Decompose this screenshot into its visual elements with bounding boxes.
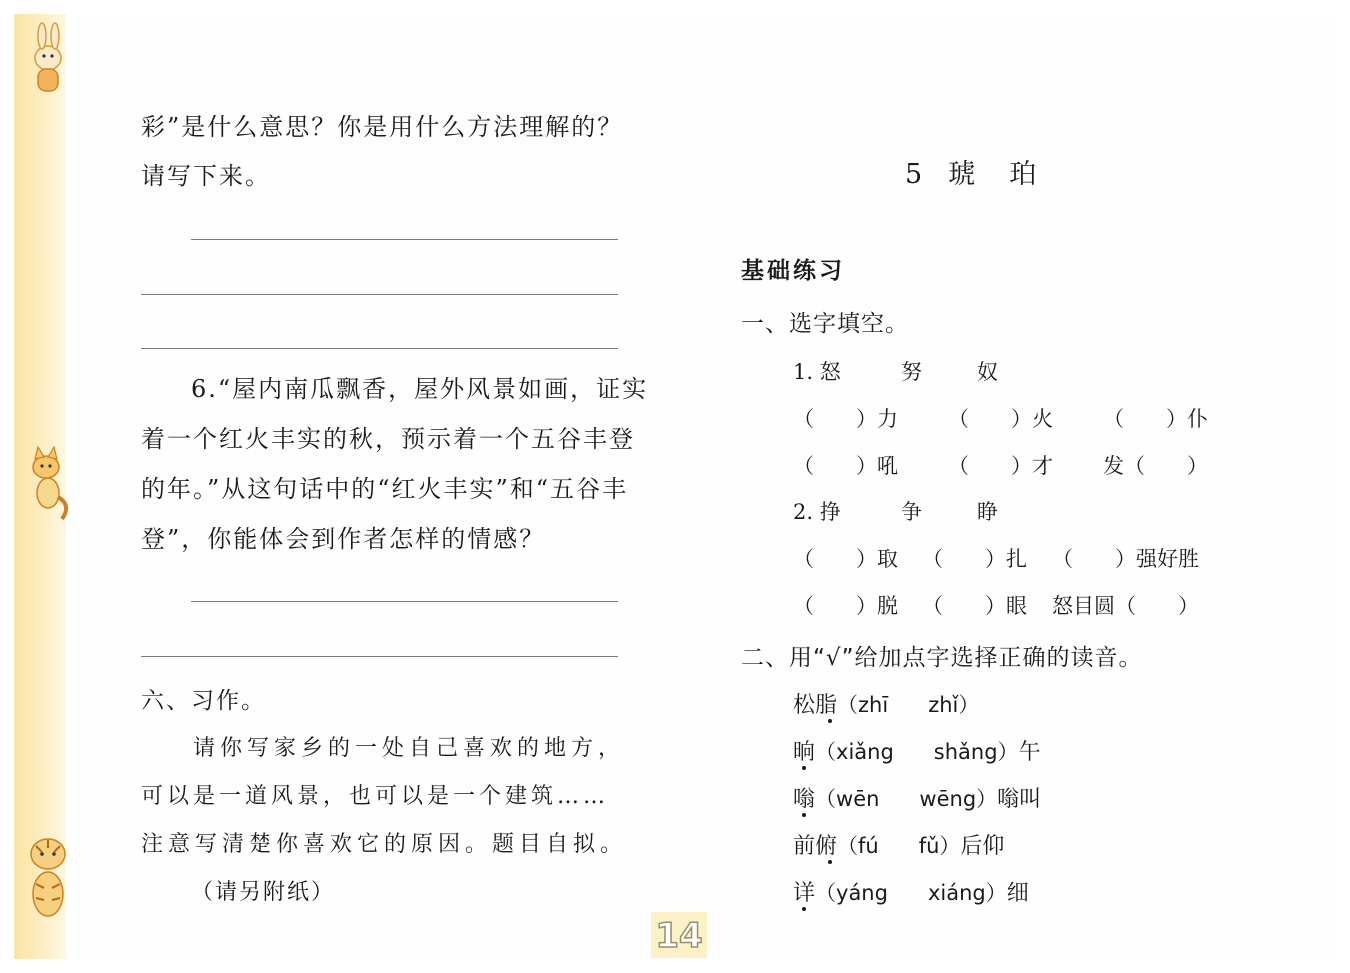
lesson-title-char-1: 琥 — [948, 159, 976, 190]
fill-blank[interactable]: （ ）力 — [793, 407, 898, 431]
pinyin-item — [793, 876, 1029, 907]
pinyin-option-1[interactable]: （zhī — [837, 693, 889, 717]
target-word: 松脂 — [793, 693, 838, 718]
section-heading: 基础练习 — [741, 258, 845, 284]
question2-title: 二、用“√”给加点字选择正确的读音。 — [741, 645, 1143, 671]
fill-blank[interactable]: （ ）扎 — [922, 547, 1027, 571]
question6-text-line-2: 着一个红火丰实的秋，预示着一个五谷丰登 — [141, 425, 635, 453]
word-suffix: 细 — [1006, 881, 1029, 906]
question1-title: 一、选字填空。 — [741, 311, 909, 337]
emphasis-dot — [828, 719, 832, 723]
question5-text-line-2: 请写下来。 — [141, 162, 271, 190]
lesson-number: 5 — [905, 159, 923, 190]
fill-blank[interactable]: （ ）火 — [948, 407, 1053, 431]
lesson-title-char-2: 珀 — [1009, 159, 1037, 190]
composition-line-2: 可以是一道风景，也可以是一个建筑…… — [141, 784, 610, 809]
fill-blank[interactable]: （ ）吼 — [793, 454, 898, 478]
lesson-title — [905, 152, 1036, 191]
group2-label: 2. 挣 — [793, 500, 841, 524]
fill-blank[interactable]: （ ）强好胜 — [1052, 547, 1199, 571]
pinyin-item — [793, 688, 979, 719]
emphasis-dot — [802, 813, 806, 817]
pinyin-option-2[interactable]: fǔ） — [918, 834, 961, 858]
answer-line[interactable] — [141, 348, 618, 349]
tiger-illustration — [18, 818, 74, 928]
answer-line[interactable] — [191, 601, 618, 602]
attachment-note: （请另附纸） — [191, 880, 336, 905]
question6-text-line-1: 6.“屋内南瓜飘香，屋外风景如画，证实 — [191, 375, 649, 403]
answer-line[interactable] — [141, 294, 618, 295]
word-suffix: 午 — [1018, 740, 1041, 765]
fill-blank[interactable]: 怒目圆（ ） — [1052, 594, 1199, 618]
group2-char: 争 — [901, 500, 922, 524]
fill-blank[interactable]: 发（ ） — [1103, 454, 1208, 478]
fill-blank[interactable]: （ ）取 — [793, 547, 898, 571]
page-number: 14 — [651, 912, 707, 958]
group2-char: 睁 — [977, 500, 998, 524]
composition-line-3: 注意写清楚你喜欢它的原因。题目自拟。 — [141, 832, 628, 857]
answer-line[interactable] — [141, 656, 618, 657]
pinyin-option-2[interactable]: xiáng） — [927, 881, 1007, 905]
emphasis-dot — [802, 907, 806, 911]
rabbit-illustration — [18, 22, 74, 102]
fill-blank[interactable]: （ ）脱 — [793, 594, 898, 618]
answer-line[interactable] — [191, 239, 618, 240]
group1-label: 1. 怒 — [793, 360, 841, 384]
fill-blank[interactable]: （ ）才 — [948, 454, 1053, 478]
pinyin-item — [793, 735, 1041, 766]
emphasis-dot — [828, 860, 832, 864]
pinyin-option-1[interactable]: （yáng — [815, 881, 888, 905]
target-word: 嗡 — [793, 787, 816, 812]
pinyin-item — [793, 829, 1004, 860]
pinyin-option-2[interactable]: zhǐ） — [928, 693, 980, 717]
fill-blank[interactable]: （ ）仆 — [1103, 407, 1208, 431]
pinyin-option-1[interactable]: （fú — [837, 834, 879, 858]
pinyin-option-1[interactable]: （xiǎng — [815, 740, 894, 764]
word-suffix: 后仰 — [960, 834, 1005, 859]
group1-char: 奴 — [977, 360, 998, 384]
emphasis-dot — [802, 766, 806, 770]
pinyin-option-2[interactable]: wēng） — [919, 787, 998, 811]
composition-line-1: 请你写家乡的一处自己喜欢的地方， — [193, 736, 626, 761]
target-word: 前俯 — [793, 834, 838, 859]
question6-text-line-3: 的年。”从这句话中的“红火丰实”和“五谷丰 — [141, 475, 629, 503]
section6-title: 六、习作。 — [141, 688, 266, 714]
pinyin-option-1[interactable]: （wēn — [815, 787, 880, 811]
question6-text-line-4: 登”，你能体会到作者怎样的情感？ — [141, 525, 546, 553]
fox-illustration — [18, 445, 74, 525]
target-word: 详 — [793, 881, 816, 906]
fill-blank[interactable]: （ ）眼 — [922, 594, 1027, 618]
group1-char: 努 — [901, 360, 922, 384]
question5-text-line-1: 彩”是什么意思？你是用什么方法理解的？ — [141, 113, 624, 141]
pinyin-item — [793, 782, 1041, 813]
word-suffix: 嗡叫 — [997, 787, 1042, 812]
pinyin-option-2[interactable]: shǎng） — [933, 740, 1019, 764]
target-word: 晌 — [793, 740, 816, 765]
